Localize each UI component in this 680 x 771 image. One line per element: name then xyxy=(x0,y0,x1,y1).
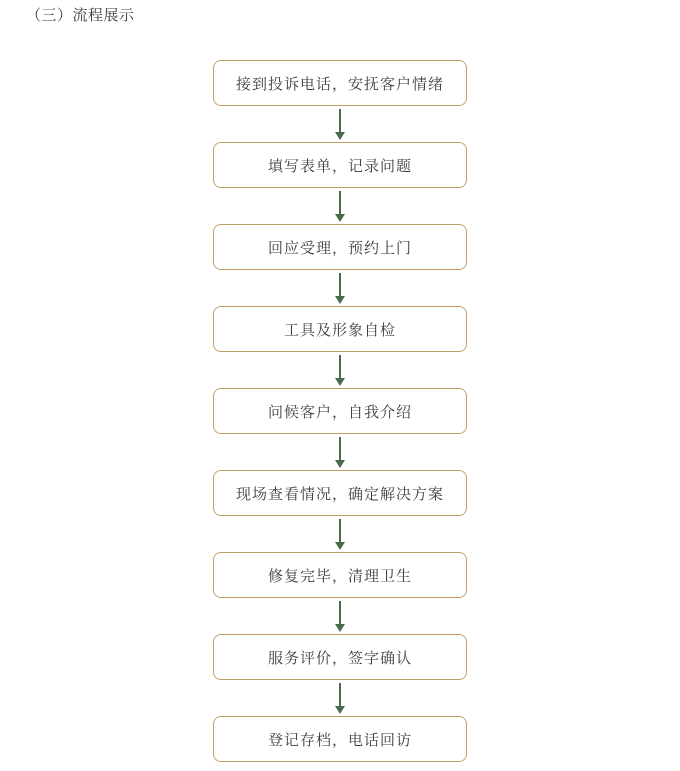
arrow-shaft xyxy=(339,437,341,462)
flow-node xyxy=(213,60,467,106)
arrow-shaft xyxy=(339,273,341,298)
flow-node-label: 工具及形象自检 xyxy=(283,321,396,339)
flow-node xyxy=(213,142,467,188)
arrow-head xyxy=(335,132,345,140)
arrow-shaft xyxy=(339,109,341,134)
flow-node-label: 修复完毕，清理卫生 xyxy=(267,567,412,585)
flow-node xyxy=(213,716,467,762)
arrow-head xyxy=(335,378,345,386)
arrow-shaft xyxy=(339,191,341,216)
flow-node xyxy=(213,224,467,270)
flow-node-label: 服务评价，签字确认 xyxy=(267,649,412,667)
flow-arrow-down-icon xyxy=(330,516,350,552)
arrow-head xyxy=(335,706,345,714)
flow-arrow-down-icon xyxy=(330,680,350,716)
arrow-head xyxy=(335,214,345,222)
arrow-head xyxy=(335,624,345,632)
arrow-head xyxy=(335,542,345,550)
flow-arrow-down-icon xyxy=(330,434,350,470)
flow-node-label: 填写表单，记录问题 xyxy=(267,157,412,175)
arrow-shaft xyxy=(339,519,341,544)
flow-arrow-down-icon xyxy=(330,352,350,388)
flow-node-label: 问候客户，自我介绍 xyxy=(267,403,412,421)
flow-node-label: 登记存档，电话回访 xyxy=(267,731,412,749)
flow-arrow-down-icon xyxy=(330,598,350,634)
flow-arrow-down-icon xyxy=(330,188,350,224)
flow-node xyxy=(213,634,467,680)
flow-node xyxy=(213,388,467,434)
arrow-shaft xyxy=(339,355,341,380)
flow-node xyxy=(213,306,467,352)
flow-node xyxy=(213,552,467,598)
flow-arrow-down-icon xyxy=(330,106,350,142)
flow-node-label: 现场查看情况，确定解决方案 xyxy=(235,485,444,503)
arrow-shaft xyxy=(339,601,341,626)
arrow-head xyxy=(335,296,345,304)
arrow-head xyxy=(335,460,345,468)
flow-node-label: 回应受理，预约上门 xyxy=(267,239,412,257)
flow-node-label: 接到投诉电话，安抚客户情绪 xyxy=(235,75,444,93)
flow-arrow-down-icon xyxy=(330,270,350,306)
arrow-shaft xyxy=(339,683,341,708)
flow-node xyxy=(213,470,467,516)
section-title: （三）流程展示 xyxy=(26,7,135,24)
flowchart-container xyxy=(0,60,680,762)
